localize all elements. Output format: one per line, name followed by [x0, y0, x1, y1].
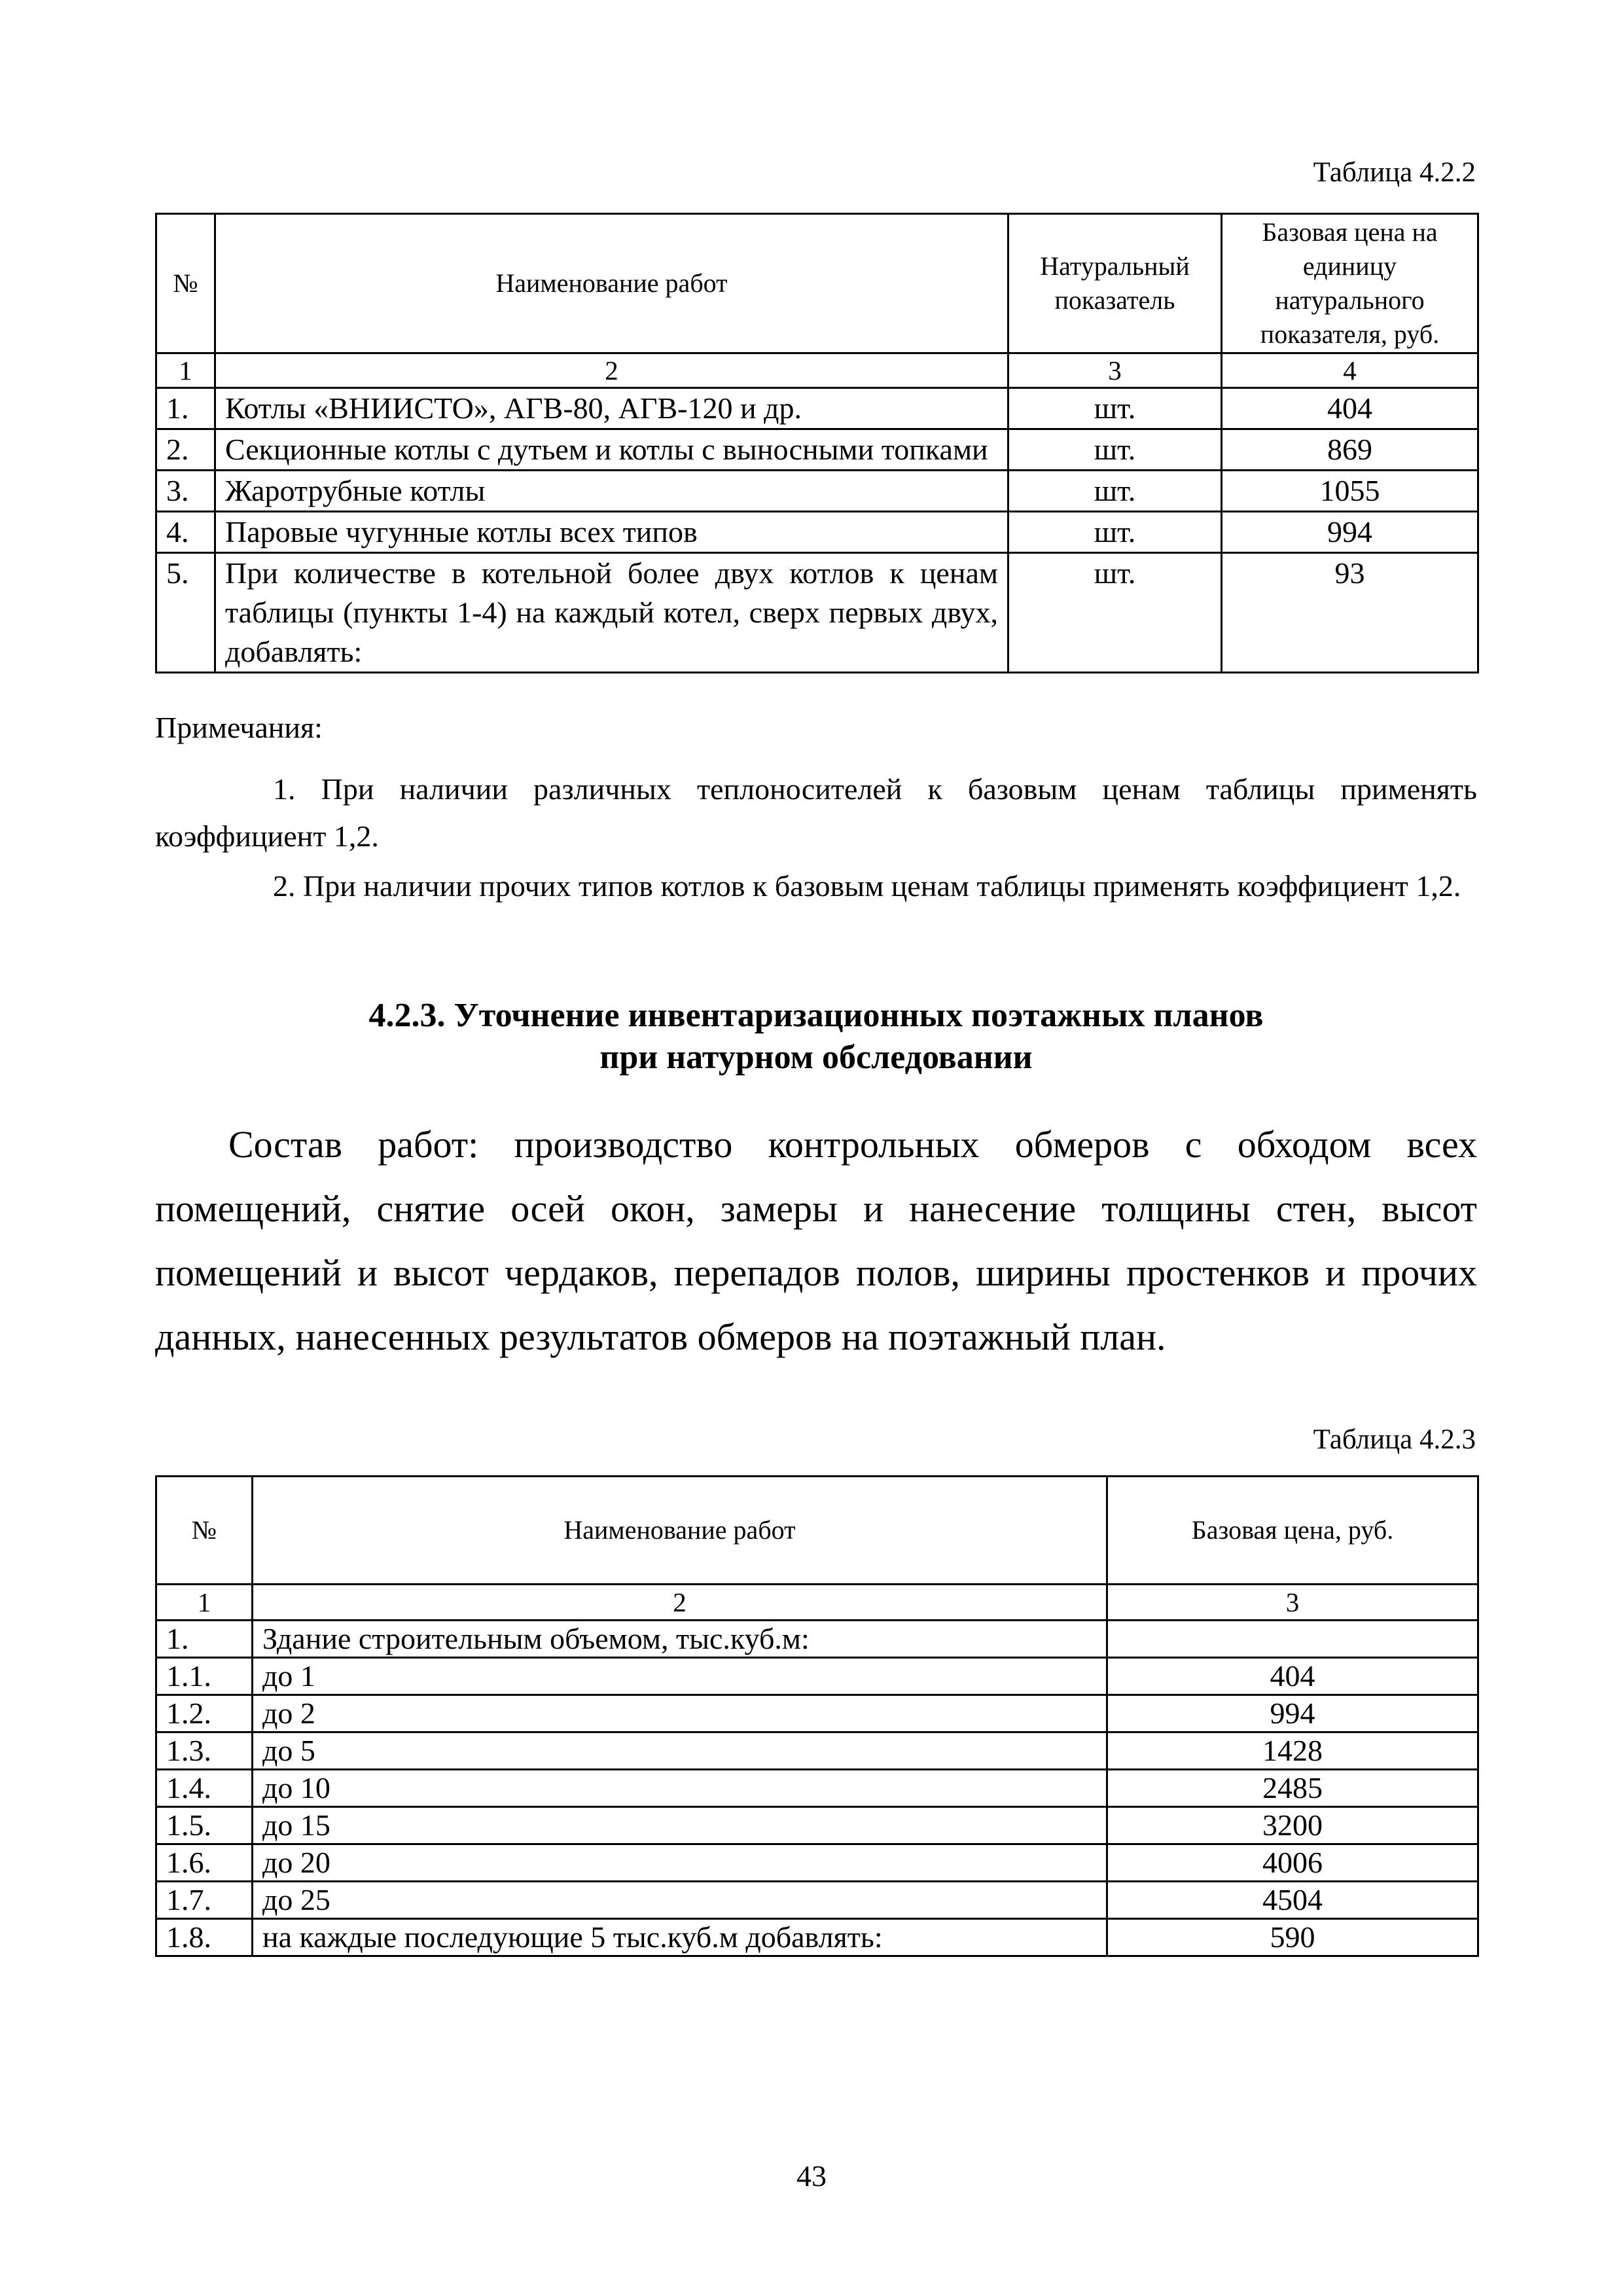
- table-row: [156, 1658, 1478, 1695]
- row-price: 590: [1107, 1919, 1478, 1956]
- note-item: 2. При наличии прочих типов котлов к базовым ценам таблицы применять коэффициент 1,2.: [273, 869, 1461, 903]
- row-number: 2.: [156, 429, 215, 471]
- row-work-name: При количестве в котельной более двух котлов к ценам таблицы (пункты 1-4) на каждый котел, сверх первых двух, добавлять:: [215, 553, 1008, 673]
- row-number: 4.: [156, 512, 215, 553]
- column-number-row: [156, 1585, 1478, 1621]
- table-row: [156, 512, 1478, 553]
- row-number: 1.6.: [156, 1844, 253, 1882]
- table-4-2-3: [155, 1475, 1479, 1957]
- row-unit: шт.: [1008, 388, 1222, 429]
- row-work-name: Жаротрубные котлы: [215, 471, 1008, 512]
- header-work-name: Наименование работ: [253, 1477, 1107, 1585]
- table-row: [156, 1770, 1478, 1807]
- column-number: 4: [1222, 353, 1478, 388]
- table-row: [156, 1882, 1478, 1919]
- column-number-row: [156, 353, 1478, 388]
- row-work-name: до 5: [253, 1732, 1107, 1770]
- row-number: 1.8.: [156, 1919, 253, 1956]
- page-number: 43: [796, 2159, 827, 2193]
- section-heading: [155, 995, 1477, 1079]
- header-number: №: [156, 1477, 253, 1585]
- row-work-name: Секционные котлы с дутьем и котлы с выносными топками: [215, 429, 1008, 471]
- row-price: 4504: [1107, 1882, 1478, 1919]
- row-number: 3.: [156, 471, 215, 512]
- column-number: 1: [156, 1585, 253, 1621]
- row-work-name: на каждые последующие 5 тыс.куб.м добавлять:: [253, 1919, 1107, 1956]
- section-heading-line: при натурном обследовании: [599, 1039, 1033, 1076]
- table-row: [156, 1807, 1478, 1844]
- column-number: 3: [1107, 1585, 1478, 1621]
- table-row: [156, 1732, 1478, 1770]
- row-work-name: до 20: [253, 1844, 1107, 1882]
- row-price: 994: [1107, 1695, 1478, 1732]
- row-number: 1.3.: [156, 1732, 253, 1770]
- header-base-price: Базовая цена, руб.: [1107, 1477, 1478, 1585]
- table-4-2-3-caption: Таблица 4.2.3: [1313, 1424, 1476, 1455]
- row-number: 1.5.: [156, 1807, 253, 1844]
- row-number: 1.1.: [156, 1658, 253, 1695]
- row-price: 93: [1222, 553, 1478, 673]
- table-4-2-2: [155, 213, 1479, 673]
- column-number: 2: [215, 353, 1008, 388]
- row-number: 1.4.: [156, 1770, 253, 1807]
- row-price: 994: [1222, 512, 1478, 553]
- row-work-name: Котлы «ВНИИСТО», АГВ-80, АГВ-120 и др.: [215, 388, 1008, 429]
- table-row: [156, 1621, 1478, 1658]
- header-natural-indicator: Натуральный показатель: [1008, 214, 1222, 353]
- table-row: [156, 471, 1478, 512]
- row-work-name: до 2: [253, 1695, 1107, 1732]
- row-price: 1428: [1107, 1732, 1478, 1770]
- section-heading-line: 4.2.3. Уточнение инвентаризационных поэтажных планов: [368, 997, 1264, 1034]
- row-work-name: до 25: [253, 1882, 1107, 1919]
- row-work-name: до 10: [253, 1770, 1107, 1807]
- row-work-name: до 15: [253, 1807, 1107, 1844]
- row-price: 3200: [1107, 1807, 1478, 1844]
- table-4-2-2-caption: Таблица 4.2.2: [1313, 157, 1476, 188]
- table-row: [156, 1844, 1478, 1882]
- row-price: [1107, 1621, 1478, 1658]
- row-unit: шт.: [1008, 471, 1222, 512]
- row-unit: шт.: [1008, 429, 1222, 471]
- row-price: 404: [1107, 1658, 1478, 1695]
- table-row: [156, 388, 1478, 429]
- table-header-row: [156, 1477, 1478, 1585]
- notes-title: Примечания:: [155, 711, 323, 744]
- header-base-price: Базовая цена на единицу натурального показателя, руб.: [1222, 214, 1478, 353]
- row-unit: шт.: [1008, 512, 1222, 553]
- row-price: 404: [1222, 388, 1478, 429]
- row-number: 1.: [156, 388, 215, 429]
- table-row: [156, 1919, 1478, 1956]
- row-price: 2485: [1107, 1770, 1478, 1807]
- row-unit: шт.: [1008, 553, 1222, 673]
- row-work-name: Паровые чугунные котлы всех типов: [215, 512, 1008, 553]
- column-number: 2: [253, 1585, 1107, 1621]
- table-row: [156, 429, 1478, 471]
- column-number: 3: [1008, 353, 1222, 388]
- row-number: 1.7.: [156, 1882, 253, 1919]
- row-price: 4006: [1107, 1844, 1478, 1882]
- row-number: 5.: [156, 553, 215, 673]
- table-row: [156, 553, 1478, 673]
- row-work-name: Здание строительным объемом, тыс.куб.м:: [253, 1621, 1107, 1658]
- row-work-name: до 1: [253, 1658, 1107, 1695]
- column-number: 1: [156, 353, 215, 388]
- row-price: 1055: [1222, 471, 1478, 512]
- row-price: 869: [1222, 429, 1478, 471]
- table-header-row: [156, 214, 1478, 353]
- header-work-name: Наименование работ: [215, 214, 1008, 353]
- row-number: 1.: [156, 1621, 253, 1658]
- table-row: [156, 1695, 1478, 1732]
- note-item: 1. При наличии различных теплоносителей к базовым ценам таблицы применять коэффициент 1,2.: [155, 772, 1477, 853]
- header-number: №: [156, 214, 215, 353]
- row-number: 1.2.: [156, 1695, 253, 1732]
- work-composition-paragraph: Состав работ: производство контрольных обмеров с обходом всех помещений, снятие осей окон, замеры и нанесение толщины стен, высот помещений и высот чердаков, перепадов полов, ширины простенков и прочих данных, нанесенных результатов обмеров на поэтажный план.: [155, 1123, 1477, 1358]
